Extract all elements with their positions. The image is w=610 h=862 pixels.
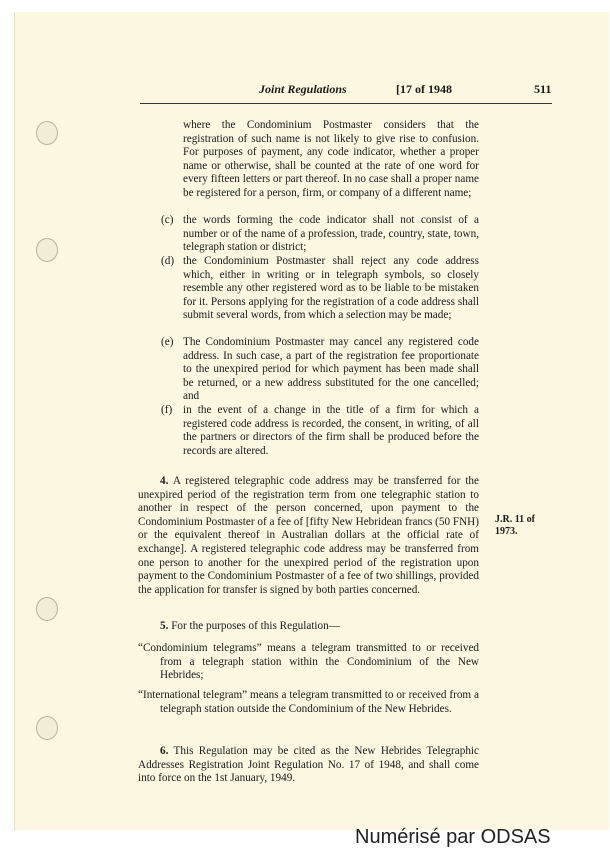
margin-note-line-2: 1973.: [495, 526, 518, 537]
item-d-text: the Condominium Postmaster shall reject any code address which, either in writing or in telegraph symbols, so closely resemble any other registered word as to be liable to be mistaken for it. Persons applying for the registration of a code address shall submit several words, from which a selection may be made;: [183, 255, 479, 322]
section-4-text: A registered telegraphic code address may be transferred for the unexpired period of the registration term from one telegraphic station to another in respect of the person concerned, upon payment to the Condominium Postmaster of a fee of [fifty New Hebridean francs (50 FNH) or the equivalent thereof in Australian dollars at the official rate of exchange]. A registered telegraphic code address may be transferred from one person to another for the unexpired period of the registration upon payment to the Condominium Postmaster of a fee of two shillings, provided the application for transfer is signed by both parties concerned.: [138, 475, 479, 596]
page-number: 511: [534, 82, 552, 96]
header-title: Joint Regulations: [259, 82, 347, 96]
margin-note-line-1: J.R. 11 of: [495, 514, 535, 525]
binder-hole-1: [36, 121, 58, 145]
item-c-text: the words forming the code indicator shall not consist of a number or of the name of a profession, trade, country, state, town, telegraph station or district;: [183, 214, 479, 254]
scan-watermark: Numérisé par ODSAS: [355, 826, 551, 848]
binder-hole-4: [36, 716, 58, 740]
continued-paragraph: where the Condominium Postmaster considers that the registration of such name is not likely to give rise to confusion. For purposes of payment, any code indicator, whether a proper name or otherwise, shall be counted at the rate of one word for every fifteen letters or part thereof. In no case shall a proper name be registered for a person, firm, or company of a different name;: [183, 119, 479, 199]
binder-hole-3: [36, 597, 58, 621]
item-f-label: (f): [161, 404, 173, 416]
section-5-intro-text: For the purposes of this Regulation—: [171, 620, 340, 632]
item-e-label: (e): [161, 336, 174, 348]
item-d-label: (d): [161, 255, 175, 267]
definition-international-telegram: “International telegram” means a telegram transmitted to or received from a telegraph station outside the Condominium of the New Hebrides.: [138, 689, 479, 715]
header-citation: [17 of 1948: [396, 82, 452, 96]
binder-hole-2: [36, 238, 58, 262]
section-6-number: 6.: [160, 745, 169, 757]
margin-note: [495, 514, 535, 538]
header-rule: [140, 103, 552, 104]
section-5-number: 5.: [160, 620, 169, 632]
section-4-number: 4.: [160, 475, 169, 487]
item-f-text: in the event of a change in the title of a firm for which a registered code address is recorded, the consent, in writing, of all the partners or directors of the firm shall be produced before the records are altered.: [183, 404, 479, 457]
section-4: [138, 475, 479, 597]
definition-condominium-telegrams: “Condominium telegrams” means a telegram transmitted to or received from a telegraph station within the Condominium of the New Hebrides;: [138, 642, 479, 682]
section-5-intro: [160, 620, 479, 634]
item-e-text: The Condominium Postmaster may cancel any registered code address. In such case, a part of the registration fee proportionate to the unexpired period for which payment has been made shall be returned, or a new address substituted for the one cancelled; and: [183, 336, 479, 403]
section-6-text: This Regulation may be cited as the New Hebrides Telegraphic Addresses Registration Joint Regulation No. 17 of 1948, and shall come into force on the 1st January, 1949.: [138, 745, 479, 785]
section-6: [138, 745, 479, 786]
item-c-label: (c): [161, 214, 174, 226]
